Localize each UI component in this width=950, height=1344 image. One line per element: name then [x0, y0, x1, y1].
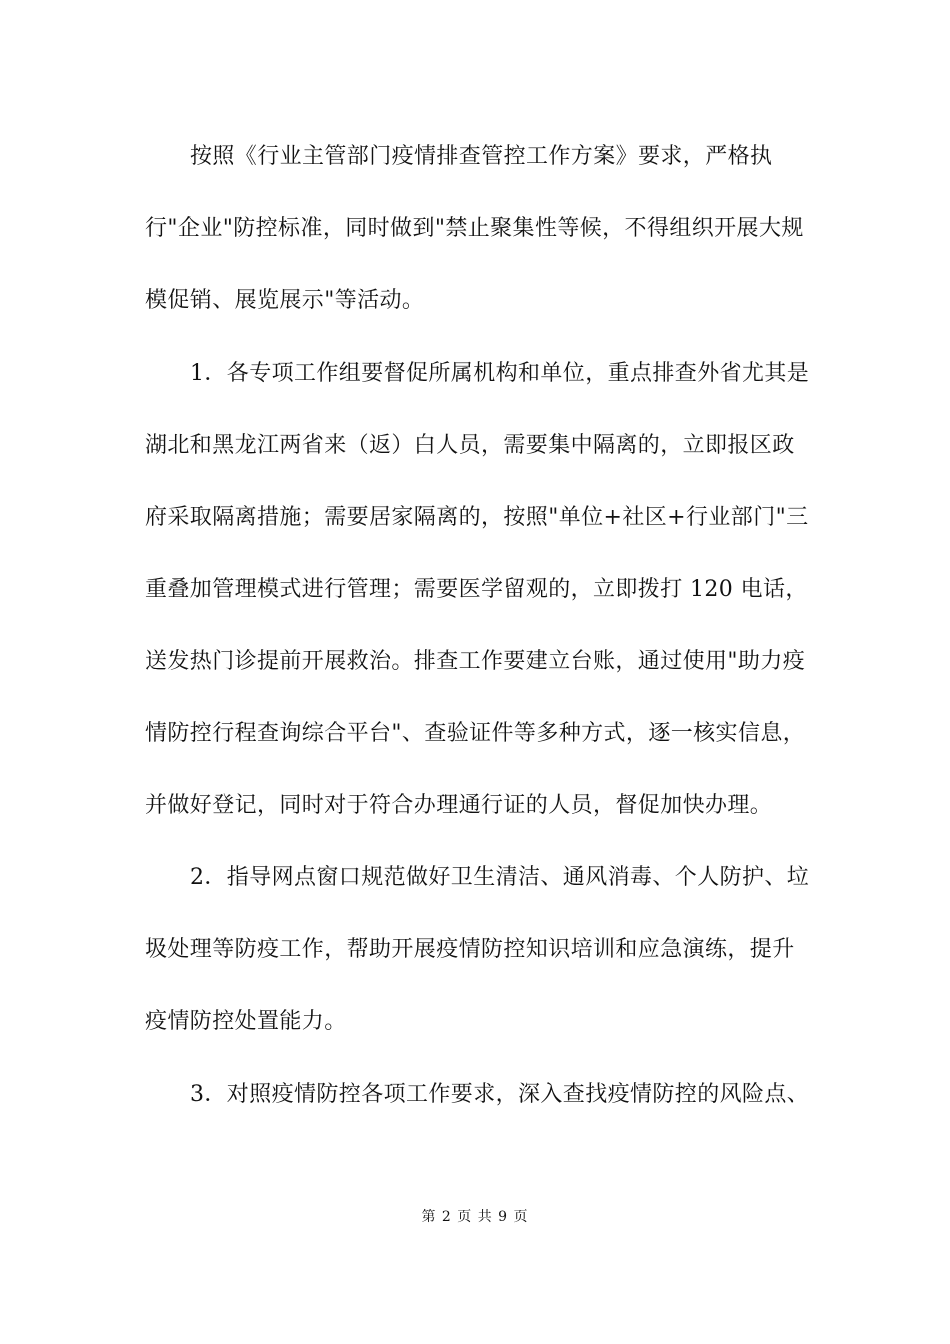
text-line-4: 1．各专项工作组要督促所属机构和单位，重点排查外省尤其是: [190, 361, 810, 386]
text-line-2: 行"企业"防控标准，同时做到"禁止聚集性等候，不得组织开展大规: [145, 216, 804, 241]
text-line-8: 送发热门诊提前开展救治。排查工作要建立台账，通过使用"助力疫: [145, 649, 806, 674]
text-line-11: 2．指导网点窗口规范做好卫生清洁、通风消毒、个人防护、垃: [190, 865, 810, 890]
text-line-5: 湖北和黑龙江两省来（返）白人员，需要集中隔离的，立即报区政: [145, 433, 795, 458]
text-line-13: 疫情防控处置能力。: [145, 1009, 347, 1034]
text-line-1: 按照《行业主管部门疫情排查管控工作方案》要求，严格执: [190, 144, 773, 169]
text-line-3: 模促销、展览展示"等活动。: [145, 288, 425, 313]
text-line-14: 3．对照疫情防控各项工作要求，深入查找疫情防控的风险点、: [190, 1082, 810, 1107]
text-line-12: 圾处理等防疫工作，帮助开展疫情防控知识培训和应急演练，提升: [145, 937, 795, 962]
text-line-10: 并做好登记，同时对于符合办理通行证的人员，督促加快办理。: [145, 793, 773, 818]
text-line-6: 府采取隔离措施；需要居家隔离的，按照"单位+社区+行业部门"三: [145, 505, 809, 530]
page-number-footer: 第 2 页 共 9 页: [421, 1209, 529, 1225]
text-line-9: 情防控行程查询综合平台"、查验证件等多种方式，逐一核实信息，: [145, 721, 806, 746]
text-line-7: 重叠加管理模式进行管理；需要医学留观的，立即拨打 120 电话，: [145, 577, 808, 602]
